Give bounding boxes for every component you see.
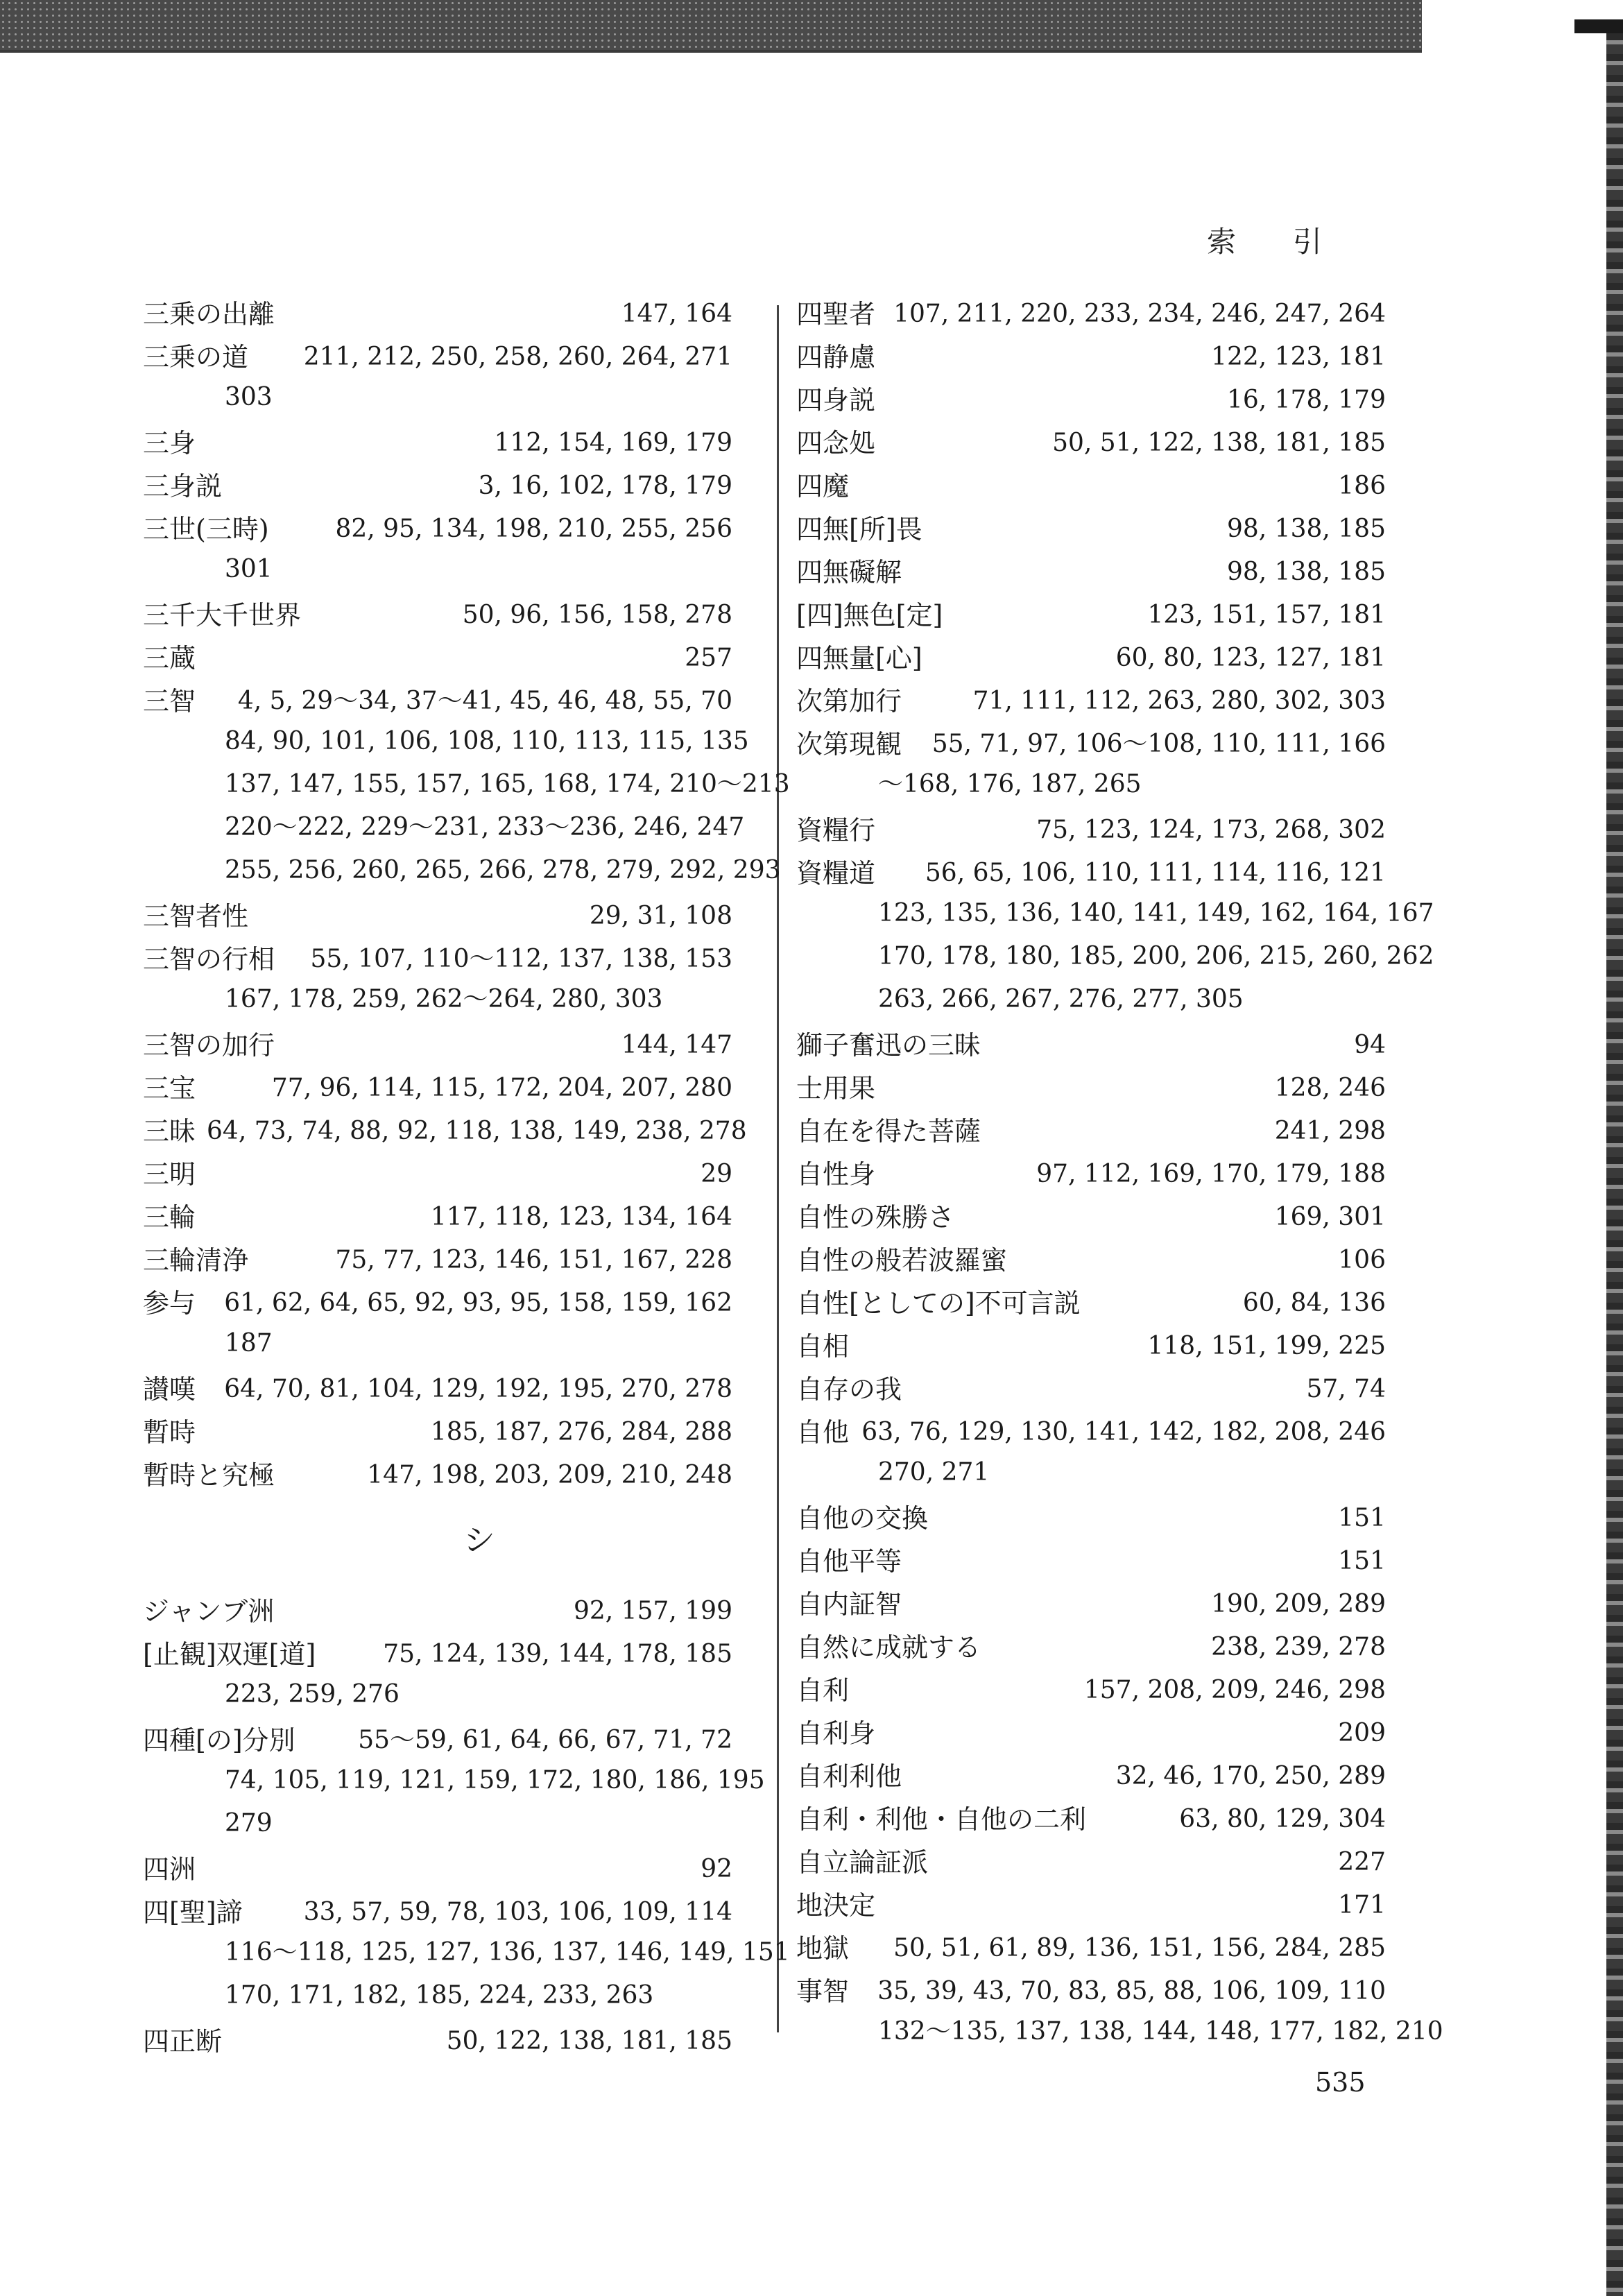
index-term: 資糧行 (796, 815, 876, 846)
index-pages: 50, 51, 122, 138, 181, 185 (1052, 429, 1386, 457)
index-pages: 157, 208, 209, 246, 298 (1083, 1676, 1386, 1704)
index-term: 四身説 (796, 385, 876, 415)
index-term: 自他の交換 (796, 1503, 929, 1534)
index-pages: 151 (1338, 1504, 1386, 1532)
index-pages: 106 (1338, 1246, 1386, 1274)
index-entry (796, 1586, 1386, 1623)
index-pages: 238, 239, 278 (1211, 1633, 1386, 1661)
scan-corner-mark (1574, 19, 1623, 33)
index-entry (143, 1722, 765, 1845)
index-term: 暫時と究極 (143, 1460, 275, 1491)
index-term: 資糧道 (796, 858, 876, 889)
index-term: 自他 (796, 1417, 850, 1448)
index-entry (143, 1894, 790, 2017)
index-term: 次第現観 (796, 729, 902, 760)
index-pages: 4, 5, 29～34, 37～41, 45, 46, 48, 55, 70 (237, 687, 732, 715)
index-entry (143, 339, 732, 419)
index-term: 四[聖]諦 (143, 1897, 243, 1928)
index-pages: 61, 62, 64, 65, 92, 93, 95, 158, 159, 162 (224, 1289, 732, 1317)
index-entry (796, 468, 1386, 505)
index-entry (796, 1801, 1386, 1838)
index-pages-continued: 132～135, 137, 138, 144, 148, 177, 182, 210 (878, 2017, 1443, 2046)
index-term: 四無量[心] (796, 643, 922, 674)
index-pages-continued: 187 (225, 1329, 273, 1357)
index-term: 三昧 (143, 1116, 196, 1147)
index-pages: 190, 209, 289 (1211, 1590, 1386, 1618)
index-term: 三輪 (143, 1202, 196, 1233)
index-pages: 227 (1338, 1848, 1386, 1876)
index-term: 自利身 (796, 1718, 876, 1749)
index-pages-continued: 123, 135, 136, 140, 141, 149, 162, 164, 167 (878, 899, 1434, 927)
index-entry (143, 941, 732, 1021)
index-entry (796, 1844, 1386, 1881)
index-entry (143, 1113, 747, 1150)
index-pages: 171 (1338, 1891, 1386, 1919)
index-pages: 75, 77, 123, 146, 151, 167, 228 (335, 1246, 732, 1274)
index-pages-continued: 223, 259, 276 (225, 1680, 400, 1708)
index-pages: 64, 70, 81, 104, 129, 192, 195, 270, 278 (224, 1375, 732, 1403)
index-pages: 63, 80, 129, 304 (1179, 1805, 1386, 1833)
index-pages: 29, 31, 108 (589, 902, 732, 930)
index-entry (143, 597, 732, 634)
index-entry (796, 726, 1386, 806)
index-term: 三宝 (143, 1073, 196, 1104)
index-entry (796, 1285, 1386, 1322)
index-entry (143, 1070, 732, 1107)
index-pages: 94 (1354, 1031, 1386, 1059)
index-pages-continued: 301 (225, 555, 273, 583)
index-term: 次第加行 (796, 686, 902, 717)
index-pages-continued: 270, 271 (878, 1458, 990, 1487)
index-entry (143, 1636, 732, 1716)
index-entry (796, 1070, 1386, 1107)
index-term: [止観]双運[道] (143, 1639, 316, 1670)
index-term: 四正断 (143, 2026, 223, 2057)
index-term: 士用果 (796, 1073, 876, 1104)
index-entry (796, 554, 1386, 591)
index-entry (796, 1371, 1386, 1408)
index-entry (143, 2023, 732, 2060)
index-entry (796, 1113, 1386, 1150)
index-entry (143, 1414, 732, 1451)
index-term: 四無礙解 (796, 557, 902, 588)
index-pages: 57, 74 (1306, 1375, 1386, 1403)
index-pages: 144, 147 (621, 1031, 732, 1059)
index-pages: 98, 138, 185 (1226, 558, 1386, 586)
index-pages: 128, 246 (1274, 1074, 1386, 1102)
index-pages: 55, 71, 97, 106～108, 110, 111, 166 (931, 730, 1386, 758)
index-pages: 75, 123, 124, 173, 268, 302 (1036, 816, 1386, 844)
index-term: 自存の我 (796, 1374, 902, 1405)
index-entry (143, 1027, 732, 1064)
index-entry (796, 1887, 1386, 1924)
index-pages: 50, 51, 61, 89, 136, 151, 156, 284, 285 (893, 1934, 1386, 1962)
index-pages: 169, 301 (1274, 1203, 1386, 1231)
index-term: ジャンブ洲 (143, 1596, 275, 1627)
index-entry (796, 1930, 1386, 1967)
index-term: 自性[としての]不可言説 (796, 1288, 1081, 1319)
index-entry (796, 1543, 1386, 1580)
index-entry (796, 855, 1434, 1021)
index-pages: 257 (685, 644, 732, 672)
index-pages: 71, 111, 112, 263, 280, 302, 303 (972, 687, 1386, 715)
index-entry (796, 511, 1386, 548)
index-entry (143, 1593, 732, 1630)
index-term: 三明 (143, 1159, 196, 1190)
index-pages: 211, 212, 250, 258, 260, 264, 271 (303, 343, 732, 371)
index-pages: 82, 95, 134, 198, 210, 255, 256 (335, 515, 732, 543)
index-pages: 16, 178, 179 (1226, 386, 1386, 414)
index-entry (143, 1242, 732, 1279)
index-entry (143, 640, 732, 677)
column-divider (777, 305, 779, 2032)
index-pages: 97, 112, 169, 170, 179, 188 (1036, 1160, 1386, 1188)
index-pages: 118, 151, 199, 225 (1147, 1332, 1386, 1360)
index-pages: 123, 151, 157, 181 (1147, 601, 1386, 629)
index-term: 自性の殊勝さ (796, 1202, 955, 1233)
index-pages: 60, 80, 123, 127, 181 (1115, 644, 1386, 672)
index-term: [四]無色[定] (796, 600, 943, 631)
index-entry (143, 1199, 732, 1236)
section-heading-shi: シ (463, 1521, 495, 1559)
index-term: 自性の般若波羅蜜 (796, 1245, 1008, 1276)
index-pages: 64, 73, 74, 88, 92, 118, 138, 149, 238, 278 (207, 1117, 747, 1145)
index-pages-continued: 255, 256, 260, 265, 266, 278, 279, 292, 293 (225, 856, 781, 884)
index-term: 三千大千世界 (143, 600, 302, 631)
index-pages: 209 (1338, 1719, 1386, 1747)
scan-top-border (0, 0, 1422, 50)
index-term: 四静慮 (796, 342, 876, 372)
index-term: 自性身 (796, 1159, 876, 1190)
index-term: 自内証智 (796, 1589, 902, 1620)
index-pages-continued: ～168, 176, 187, 265 (878, 770, 1142, 798)
index-entry (796, 1715, 1386, 1752)
running-header (1207, 219, 1379, 261)
index-term: 自然に成就する (796, 1632, 981, 1663)
index-entry (796, 1027, 1386, 1064)
index-term: 三乗の出離 (143, 299, 275, 329)
index-term: 三身 (143, 428, 196, 459)
index-pages-continued: 116～118, 125, 127, 136, 137, 146, 149, 151 (225, 1938, 790, 1967)
index-pages: 186 (1338, 472, 1386, 500)
index-entry (143, 468, 732, 505)
left-entries-shi (143, 1593, 790, 2060)
index-pages-continued: 84, 90, 101, 106, 108, 110, 113, 115, 135 (225, 727, 749, 755)
left-column (143, 295, 790, 2066)
index-entry (796, 1199, 1386, 1236)
index-entry (143, 425, 732, 462)
index-term: 三世(三時) (143, 514, 269, 545)
index-term: 暫時 (143, 1417, 196, 1448)
index-pages: 32, 46, 170, 250, 289 (1115, 1762, 1386, 1790)
index-term: 獅子奮迅の三昧 (796, 1030, 981, 1061)
index-pages: 98, 138, 185 (1226, 515, 1386, 543)
index-pages-continued: 74, 105, 119, 121, 159, 172, 180, 186, 195 (225, 1766, 765, 1794)
index-entry (796, 295, 1386, 333)
index-entry (143, 1851, 732, 1888)
index-term: 四聖者 (796, 299, 876, 329)
index-term: 地獄 (796, 1933, 850, 1964)
index-pages-continued: 137, 147, 155, 157, 165, 168, 174, 210～213 (225, 770, 790, 798)
index-term: 四洲 (143, 1854, 196, 1885)
index-term: 四魔 (796, 471, 850, 502)
index-pages: 92 (701, 1855, 732, 1883)
index-pages: 33, 57, 59, 78, 103, 106, 109, 114 (303, 1898, 732, 1926)
index-entry (796, 382, 1386, 419)
index-entry (796, 1500, 1386, 1537)
index-pages: 112, 154, 169, 179 (494, 429, 732, 457)
index-entry (796, 597, 1386, 634)
index-term: 讃嘆 (143, 1374, 196, 1405)
index-pages: 60, 84, 136 (1242, 1289, 1386, 1317)
index-pages-continued: 303 (225, 383, 273, 411)
index-term: 事智 (796, 1976, 850, 2007)
header-word-2: 引 (1293, 225, 1323, 259)
index-entry (796, 683, 1386, 720)
index-entry (143, 295, 732, 333)
index-entry (796, 640, 1386, 677)
index-pages: 107, 211, 220, 233, 234, 246, 247, 264 (893, 300, 1386, 328)
index-term: 自相 (796, 1331, 850, 1362)
index-pages: 147, 164 (621, 300, 732, 328)
index-term: 三智の加行 (143, 1030, 275, 1061)
scan-top-line (0, 50, 1422, 53)
index-entry (796, 1156, 1386, 1193)
index-pages: 185, 187, 276, 284, 288 (430, 1418, 732, 1446)
right-column (796, 295, 1443, 2059)
header-word-1: 索 (1207, 225, 1237, 259)
index-term: 四無[所]畏 (796, 514, 922, 545)
index-term: 四種[の]分別 (143, 1725, 295, 1756)
index-term: 自利・利他・自他の二利 (796, 1804, 1087, 1835)
index-term: 三智の行相 (143, 944, 275, 975)
index-pages: 122, 123, 181 (1211, 343, 1386, 371)
index-pages: 92, 157, 199 (573, 1597, 732, 1625)
index-pages: 55, 107, 110～112, 137, 138, 153 (310, 945, 732, 973)
index-term: 地決定 (796, 1890, 876, 1921)
index-entry (143, 1457, 732, 1494)
index-term: 三智者性 (143, 901, 249, 932)
index-pages-continued: 167, 178, 259, 262～264, 280, 303 (225, 985, 663, 1013)
index-term: 自他平等 (796, 1546, 902, 1577)
scan-right-edge (1606, 33, 1623, 2296)
index-entry (143, 683, 790, 892)
index-entry (796, 1973, 1443, 2053)
right-entries (796, 295, 1443, 2053)
index-pages: 35, 39, 43, 70, 83, 85, 88, 106, 109, 110 (877, 1977, 1386, 2005)
index-term: 自利 (796, 1675, 850, 1706)
index-pages-continued: 220～222, 229～231, 233～236, 246, 247 (225, 813, 745, 841)
left-entries (143, 295, 790, 1494)
index-term: 自利利他 (796, 1761, 902, 1792)
index-entry (796, 1328, 1386, 1365)
index-term: 三蔵 (143, 643, 196, 674)
index-pages: 151 (1338, 1547, 1386, 1575)
index-entry (796, 1758, 1386, 1795)
index-pages: 55～59, 61, 64, 66, 67, 71, 72 (358, 1726, 732, 1754)
index-entry (143, 1371, 732, 1408)
index-pages: 147, 198, 203, 209, 210, 248 (367, 1461, 732, 1489)
index-pages: 29 (701, 1160, 732, 1188)
index-pages: 3, 16, 102, 178, 179 (478, 472, 732, 500)
index-pages: 75, 124, 139, 144, 178, 185 (383, 1640, 732, 1668)
index-term: 四念処 (796, 428, 876, 459)
index-pages-continued: 263, 266, 267, 276, 277, 305 (878, 985, 1244, 1013)
index-pages: 63, 76, 129, 130, 141, 142, 182, 208, 246 (861, 1418, 1386, 1446)
index-entry (796, 1242, 1386, 1279)
index-pages: 77, 96, 114, 115, 172, 204, 207, 280 (271, 1074, 732, 1102)
index-pages: 50, 122, 138, 181, 185 (446, 2027, 732, 2055)
index-pages: 241, 298 (1274, 1117, 1386, 1145)
index-pages: 50, 96, 156, 158, 278 (462, 601, 732, 629)
index-pages-continued: 170, 178, 180, 185, 200, 206, 215, 260, 262 (878, 942, 1434, 970)
index-entry (143, 898, 732, 935)
index-entry (796, 1414, 1386, 1494)
index-term: 自在を得た菩薩 (796, 1116, 981, 1147)
index-term: 三身説 (143, 471, 223, 502)
index-pages-continued: 170, 171, 182, 185, 224, 233, 263 (225, 1981, 654, 2010)
index-entry (143, 511, 732, 591)
index-entry (796, 812, 1386, 849)
index-term: 三輪清浄 (143, 1245, 249, 1276)
index-term: 三乗の道 (143, 342, 249, 372)
index-entry (796, 1629, 1386, 1666)
index-entry (143, 1156, 732, 1193)
page-number: 535 (1315, 2067, 1366, 2098)
index-term: 参与 (143, 1288, 196, 1319)
index-pages-continued: 279 (225, 1809, 273, 1837)
index-entry (796, 1672, 1386, 1709)
index-term: 自立論証派 (796, 1847, 929, 1878)
index-pages: 56, 65, 106, 110, 111, 114, 116, 121 (925, 859, 1386, 887)
index-entry (143, 1285, 732, 1365)
index-entry (796, 339, 1386, 376)
index-entry (796, 425, 1386, 462)
index-term: 三智 (143, 686, 196, 717)
index-pages: 117, 118, 123, 134, 164 (430, 1203, 732, 1231)
